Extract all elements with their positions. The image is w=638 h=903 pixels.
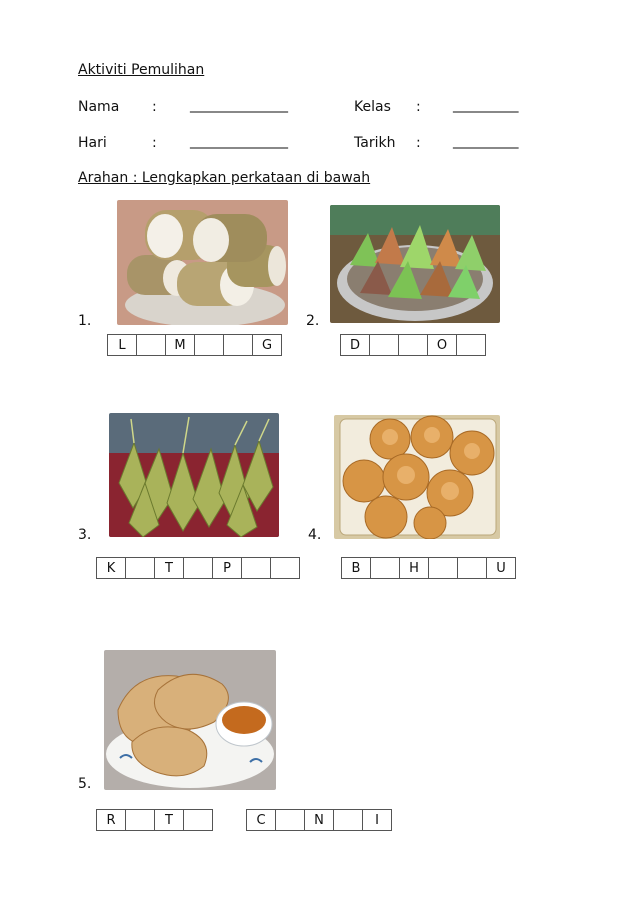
letter-boxes-2[interactable] <box>340 334 486 356</box>
instruction: Arahan : Lengkapkan perkataan di bawah <box>78 170 371 186</box>
hari-blank[interactable]: _______________ <box>190 133 288 149</box>
kelas-label: Kelas <box>354 99 391 115</box>
letter-box[interactable]: H <box>399 557 429 579</box>
letter-box[interactable]: L <box>107 334 137 356</box>
item-number: 4. <box>308 527 322 543</box>
letter-box[interactable] <box>333 809 363 831</box>
lemang-icon <box>117 200 288 325</box>
letter-box[interactable]: R <box>96 809 126 831</box>
tarikh-label: Tarikh <box>354 135 396 151</box>
nama-label: Nama <box>78 99 120 115</box>
letter-box[interactable] <box>456 334 486 356</box>
letter-box[interactable] <box>194 334 224 356</box>
ketupat-icon <box>109 413 279 537</box>
letter-box[interactable]: T <box>154 557 184 579</box>
tarikh-colon: : <box>416 135 421 151</box>
letter-box[interactable]: D <box>340 334 370 356</box>
item-number: 1. <box>78 313 92 329</box>
letter-box[interactable] <box>183 809 213 831</box>
letter-box[interactable]: C <box>246 809 276 831</box>
letter-boxes-3[interactable] <box>96 557 300 579</box>
letter-boxes-1[interactable] <box>107 334 282 356</box>
letter-boxes-4[interactable] <box>341 557 516 579</box>
letter-box[interactable]: M <box>165 334 195 356</box>
letter-box[interactable]: O <box>427 334 457 356</box>
letter-box[interactable] <box>125 557 155 579</box>
letter-box[interactable]: T <box>154 809 184 831</box>
letter-box[interactable]: N <box>304 809 334 831</box>
kelas-blank[interactable]: __________ <box>453 97 518 113</box>
kelas-colon: : <box>416 99 421 115</box>
tarikh-blank[interactable]: __________ <box>453 133 518 149</box>
item-number: 2. <box>306 313 320 329</box>
letter-box[interactable] <box>370 557 400 579</box>
letter-box[interactable] <box>275 809 305 831</box>
nama-blank[interactable]: _______________ <box>190 97 288 113</box>
letter-box[interactable] <box>398 334 428 356</box>
letter-box[interactable]: U <box>486 557 516 579</box>
letter-box[interactable] <box>136 334 166 356</box>
letter-box[interactable]: K <box>96 557 126 579</box>
letter-box[interactable] <box>270 557 300 579</box>
letter-box[interactable] <box>457 557 487 579</box>
letter-box[interactable] <box>223 334 253 356</box>
letter-box[interactable] <box>369 334 399 356</box>
nama-colon: : <box>152 99 157 115</box>
dodol-icon <box>330 205 500 323</box>
hari-colon: : <box>152 135 157 151</box>
letter-box[interactable] <box>125 809 155 831</box>
letter-boxes-5b[interactable] <box>246 809 392 831</box>
letter-box[interactable] <box>428 557 458 579</box>
worksheet-title: Aktiviti Pemulihan <box>78 62 205 78</box>
letter-box[interactable]: B <box>341 557 371 579</box>
item-number: 3. <box>78 527 92 543</box>
letter-box[interactable]: I <box>362 809 392 831</box>
bahulu-icon <box>334 415 500 539</box>
letter-boxes-5[interactable] <box>96 809 213 831</box>
hari-label: Hari <box>78 135 107 151</box>
letter-box[interactable] <box>183 557 213 579</box>
item-number: 5. <box>78 776 92 792</box>
roti-canai-icon <box>104 650 276 790</box>
letter-box[interactable] <box>241 557 271 579</box>
letter-box[interactable]: P <box>212 557 242 579</box>
letter-box[interactable]: G <box>252 334 282 356</box>
